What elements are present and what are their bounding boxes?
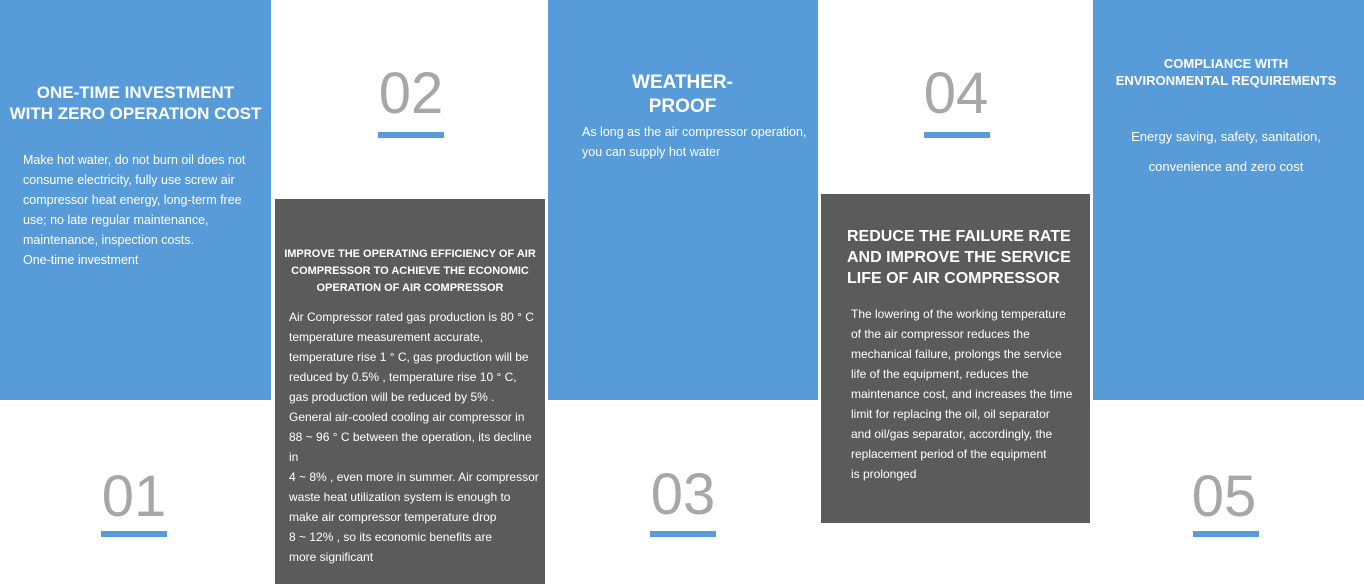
feature-title-04-line3: LIFE OF AIR COMPRESSOR [847,270,1060,287]
feature-body-02: Air Compressor rated gas production is 80 ° C temperature measurement accurate, temperature rise 1 ° C, gas production will be reduced by 0.5% , temperature rise 10 ° C, gas production will be reduced by 5% . General air-cooled cooling air compressor in 88 ~ 96 ° C between the operation, its decline in 4 ~ 8% , even more in summer. Air compressor waste heat utilization system is enough to make air compressor temperature drop 8 ~ 12% , so its economic benefits are more significant [289,310,539,564]
feature-number-01: 01 [101,464,167,529]
feature-number-02: 02 [378,61,444,126]
feature-title-01-line2: WITH ZERO OPERATION COST [9,104,262,123]
feature-title-01 [0,82,271,124]
feature-body-05-line1: Energy saving, safety, sanitation, [1131,129,1321,144]
feature-title-01-line1: ONE-TIME INVESTMENT [36,83,235,102]
feature-title-04 [847,226,1087,289]
feature-title-04-line1: REDUCE THE FAILURE RATE [847,228,1071,245]
feature-number-underline-03 [650,531,716,537]
feature-number-underline-04 [924,132,990,138]
feature-number-04: 04 [923,61,989,126]
feature-body-05 [1093,122,1359,182]
feature-title-02-line2: COMPRESSOR TO ACHIEVE THE ECONOMIC [291,265,529,277]
feature-title-05 [1093,55,1359,89]
feature-title-02 [275,246,545,297]
feature-title-04-line2: AND IMPROVE THE SERVICE [847,249,1071,266]
feature-number-05: 05 [1191,464,1257,529]
feature-body-03: As long as the air compressor operation, you can supply hot water [582,125,807,159]
feature-card-02 [275,199,545,584]
feature-body-04: The lowering of the working temperature of the air compressor reduces the mechanical failure, prolongs the service life of the equipment, reduces the maintenance cost, and increases the time limit for replacing the oil, oil separator and oil/gas separator, accordingly, the replacement period of the equipment is prolonged [851,307,1073,481]
feature-card-03 [548,0,818,400]
feature-title-05-line2: ENVIRONMENTAL REQUIREMENTS [1115,73,1337,88]
feature-card-05 [1093,0,1364,400]
feature-number-underline-05 [1193,531,1259,537]
feature-title-03: WEATHER-PROOF [632,72,733,117]
feature-body-01: Make hot water, do not burn oil does not consume electricity, fully use screw air compressor heat energy, long-term free use; no late regular maintenance, maintenance, inspection costs. One-time investment [23,153,246,267]
feature-number-03: 03 [650,462,716,527]
feature-number-underline-02 [378,132,444,138]
feature-title-02-line1: IMPROVE THE OPERATING EFFICIENCY OF AIR [284,248,536,260]
feature-number-underline-01 [101,531,167,537]
feature-card-01 [0,0,271,400]
feature-title-05-line1: COMPLIANCE WITH [1163,56,1289,71]
feature-title-02-line3: OPERATION OF AIR COMPRESSOR [316,282,504,294]
feature-card-04 [821,194,1090,523]
feature-body-05-line2: convenience and zero cost [1148,159,1304,174]
